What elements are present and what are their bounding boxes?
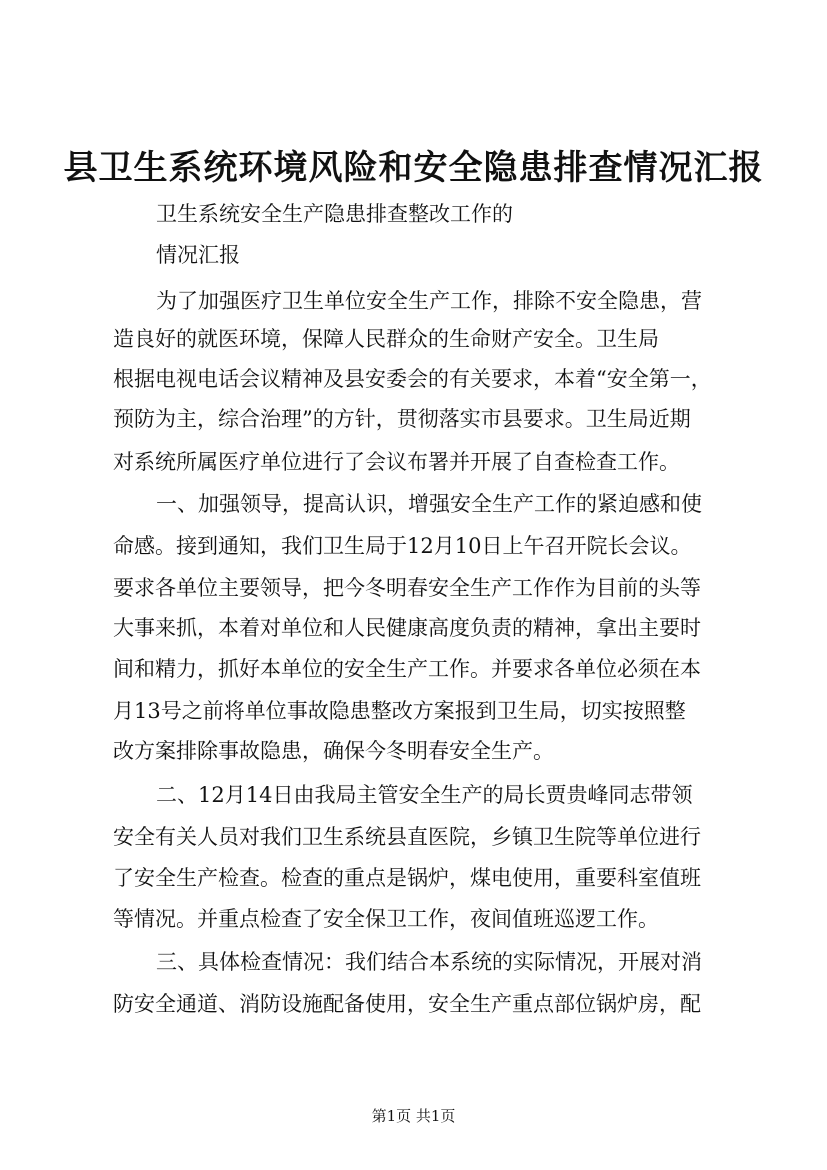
body-line: 了安全生产检查。检查的重点是锅炉，煤电使用，重要科室值班 xyxy=(113,866,701,890)
body-line: 间和精力，抓好本单位的安全生产工作。并要求各单位必须在本 xyxy=(113,657,701,681)
body-line: 二、12月14日由我局主管安全生产的局长贾贵峰同志带领 xyxy=(156,783,693,807)
body-line: 月13号之前将单位事故隐患整改方案报到卫生局，切实按照整 xyxy=(113,699,686,723)
body-line: 根据电视电话会议精神及县安委会的有关要求，本着“安全第一， xyxy=(113,367,712,391)
body-line: 三、具体检查情况：我们结合本系统的实际情况，开展对消 xyxy=(156,950,702,974)
body-line: 为了加强医疗卫生单位安全生产工作，排除不安全隐患，营 xyxy=(156,289,702,313)
body-line: 要求各单位主要领导，把今冬明春安全生产工作作为目前的头等 xyxy=(113,576,701,600)
body-line: 对系统所属医疗单位进行了会议布署并开展了自查检查工作。 xyxy=(113,450,680,474)
document-title: 县卫生系统环境风险和安全隐患排查情况汇报 xyxy=(63,148,764,188)
body-line: 等情况。并重点检查了安全保卫工作，夜间值班巡逻工作。 xyxy=(113,907,659,931)
body-line: 卫生系统安全生产隐患排查整改工作的 xyxy=(156,202,513,226)
body-line: 防安全通道、消防设施配备使用，安全生产重点部位锅炉房，配 xyxy=(113,992,701,1016)
body-line: 大事来抓，本着对单位和人民健康高度负责的精神，拿出主要时 xyxy=(113,616,701,640)
body-line: 命感。接到通知，我们卫生局于12月10日上午召开院长会议。 xyxy=(113,534,692,558)
body-line: 预防为主，综合治理”的方针，贯彻落实市县要求。卫生局近期 xyxy=(113,407,691,431)
body-line: 造良好的就医环境，保障人民群众的生命财产安全。卫生局 xyxy=(113,327,659,351)
body-line: 改方案排除事故隐患，确保今冬明春安全生产。 xyxy=(113,739,554,763)
body-line: 一、加强领导，提高认识，增强安全生产工作的紧迫感和使 xyxy=(156,492,702,516)
body-line: 情况汇报 xyxy=(156,243,240,267)
body-line: 安全有关人员对我们卫生系统县直医院，乡镇卫生院等单位进行 xyxy=(113,825,701,849)
page-footer: 第1页 共1页 xyxy=(371,1107,456,1125)
